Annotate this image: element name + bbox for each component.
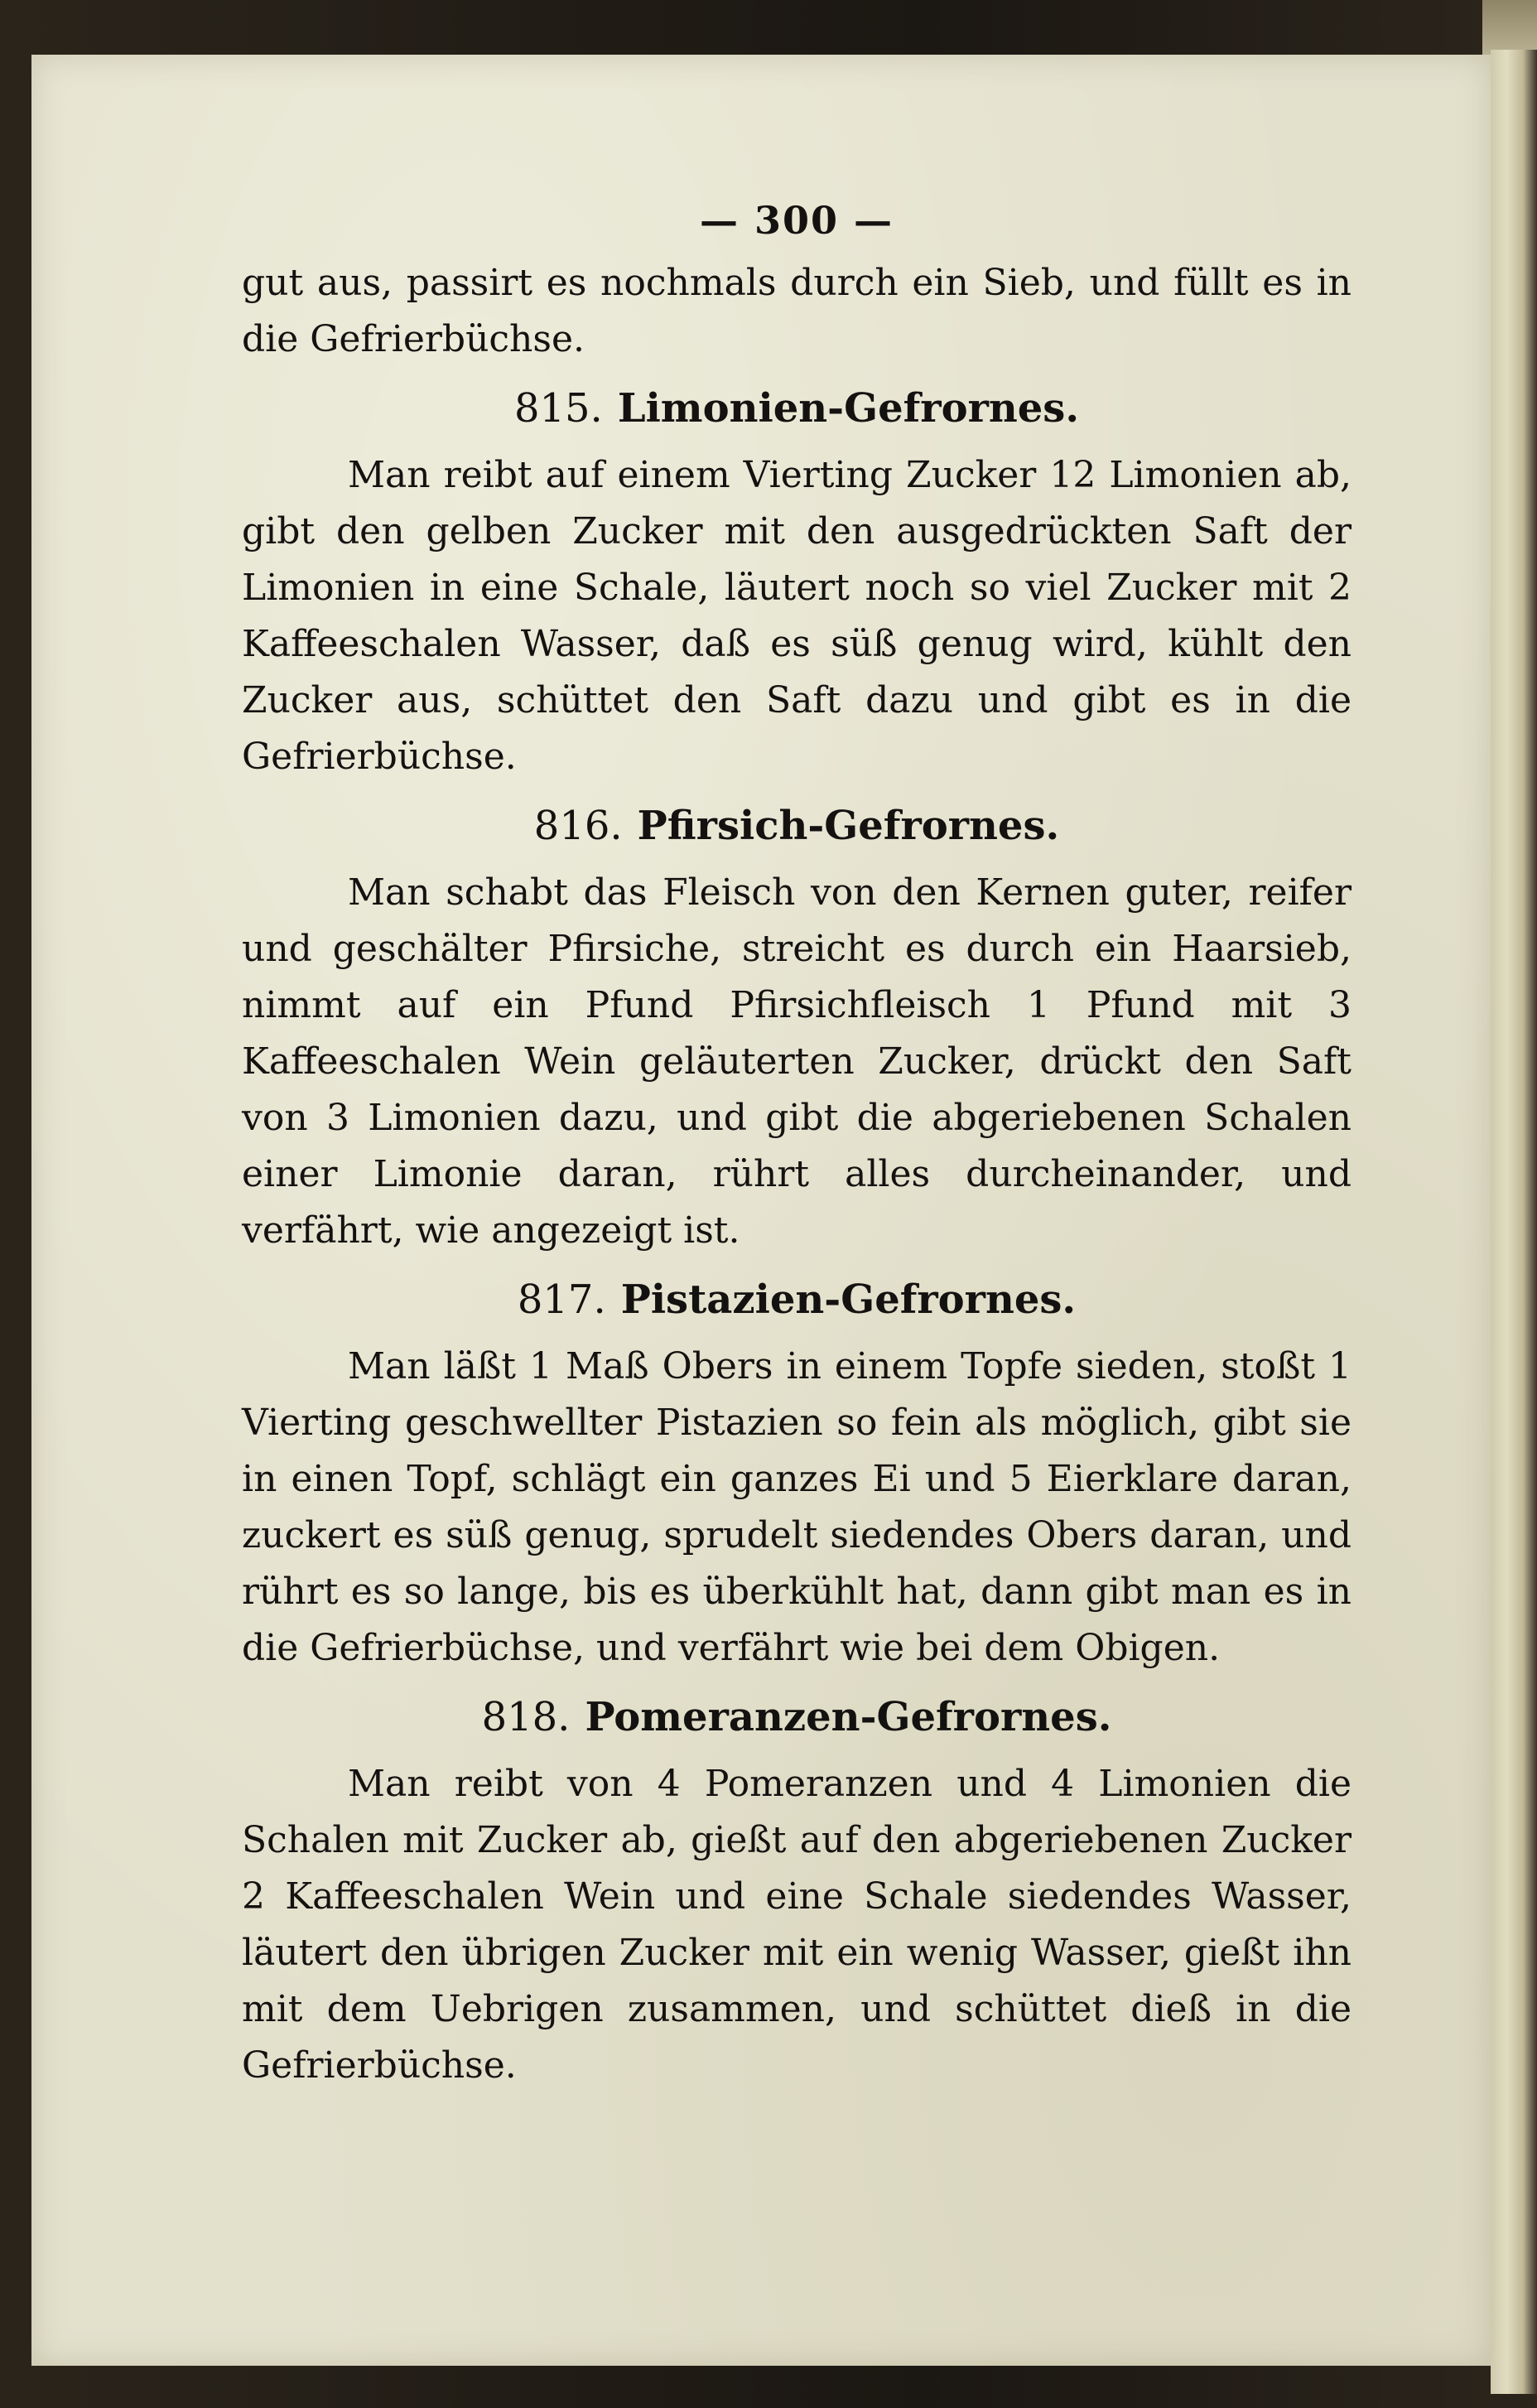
next-page-edge <box>1491 50 1537 2394</box>
recipe-number: 815. <box>513 385 603 432</box>
recipe-817 <box>242 1271 1352 1677</box>
recipe-heading <box>242 797 1352 855</box>
intro-paragraph: gut aus, passirt es nochmals durch ein Sieb, und füllt es in die Gefrierbüchse. <box>242 262 1352 360</box>
recipe-heading <box>242 1271 1352 1329</box>
recipe-number: 816. <box>533 803 623 849</box>
recipe-text: Man läßt 1 Maß Obers in einem Topfe sieden, stoßt 1 Vierting geschwellter Pistazien so fein als möglich, gibt sie in einen Topf, schlägt ein ganzes Ei und 5 Eierklare daran, zuckert es süß genug, sprudelt siedendes Obers daran, und rührt es so lange, bis es überkühlt hat, dann gibt man es in die Gefrierbüchse, und verfährt wie bei dem Obigen. <box>242 1345 1352 1669</box>
recipe-number: 817. <box>517 1276 606 1323</box>
recipe-title: Pomeranzen-Gefrornes. <box>585 1694 1112 1740</box>
recipe-815 <box>242 379 1352 785</box>
page-content <box>242 195 1352 2094</box>
recipe-title: Pfirsich-Gefrornes. <box>637 803 1060 849</box>
recipe-heading <box>242 1688 1352 1746</box>
recipe-title: Limonien-Gefrornes. <box>617 385 1080 432</box>
recipe-text: Man reibt von 4 Pomeranzen und 4 Limonien die Schalen mit Zucker ab, gießt auf den abgeriebenen Zucker 2 Kaffeeschalen Wein und eine Schale siedendes Wasser, läutert den übrigen Zucker mit ein wenig Wasser, gießt ihn mit dem Uebrigen zusammen, und schüttet dieß in die Gefrierbüchse. <box>242 1763 1352 2087</box>
recipe-number: 818. <box>481 1694 571 1740</box>
recipe-text: Man reibt auf einem Vierting Zucker 12 Limonien ab, gibt den gelben Zucker mit den ausgedrückten Saft der Limonien in eine Schale, läutert noch so viel Zucker mit 2 Kaffeeschalen Wasser, daß es süß genug wird, kühlt den Zucker aus, schüttet den Saft dazu und gibt es in die Gefrierbüchse. <box>242 454 1352 778</box>
recipe-heading <box>242 379 1352 437</box>
recipe-title: Pistazien-Gefrornes. <box>620 1276 1077 1323</box>
recipe-818 <box>242 1688 1352 2094</box>
recipe-text: Man schabt das Fleisch von den Kernen guter, reifer und geschälter Pfirsiche, streicht es durch ein Haarsieb, nimmt auf ein Pfund Pfirsichfleisch 1 Pfund mit 3 Kaffeeschalen Wein geläuterten Zucker, drückt den Saft von 3 Limonien dazu, und gibt die abgeriebenen Schalen einer Limonie daran, rührt alles durcheinander, und verfährt, wie angezeigt ist. <box>242 871 1352 1252</box>
recipe-816 <box>242 797 1352 1259</box>
page-number: — 300 — <box>699 198 894 243</box>
